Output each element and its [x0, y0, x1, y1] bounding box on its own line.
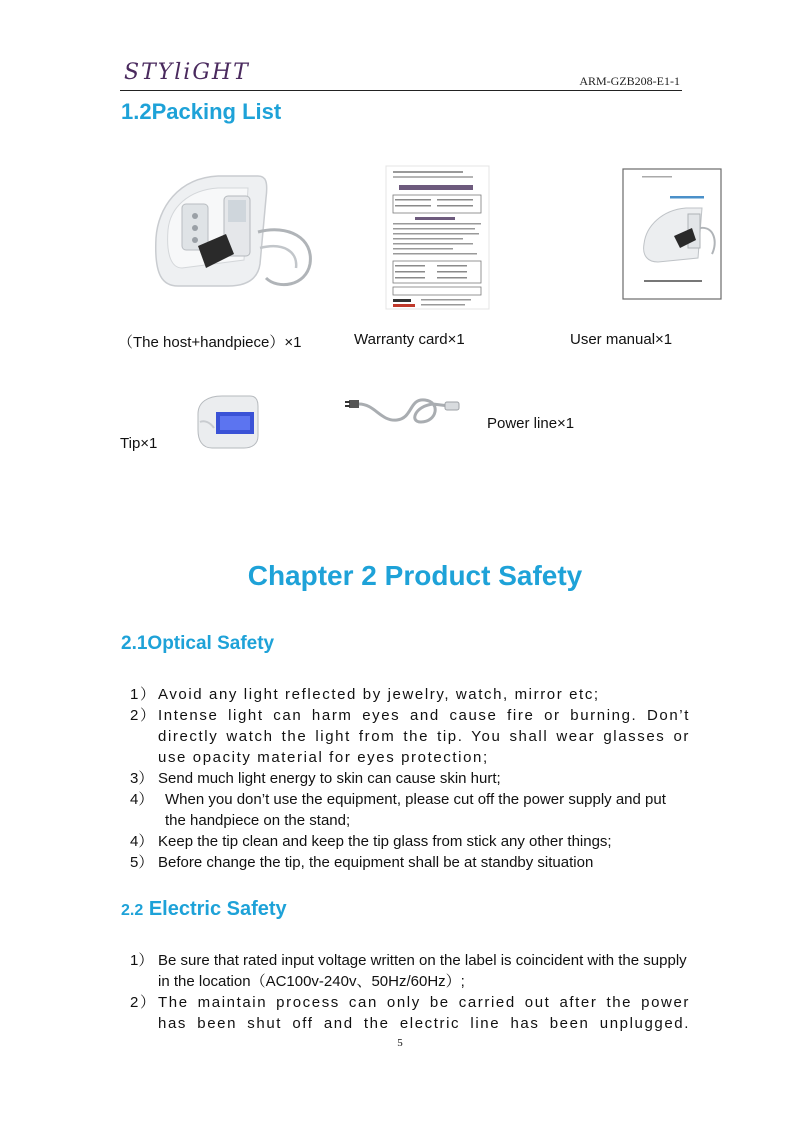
brand-logo: STYliGHT: [124, 60, 250, 85]
list-item-number: 1）: [130, 952, 154, 969]
list-item-text: The maintain process can only be carried out after the power has been shut off and the electric line has been unplugged.: [158, 994, 690, 1032]
list-item: [130, 950, 690, 992]
list-item: [130, 705, 690, 768]
list-item: [130, 831, 690, 852]
list-item: [130, 684, 690, 705]
optical-safety-list: [130, 684, 690, 873]
section-heading-packing-list: 1.2Packing List: [121, 99, 282, 124]
list-item-text: Before change the tip, the equipment shall be at standby situation: [158, 854, 594, 871]
caption-user-manual: User manual×1: [570, 331, 673, 348]
list-item-text: Avoid any light reflected by jewelry, watch, mirror etc;: [158, 686, 600, 703]
list-item-text: Send much light energy to skin can cause skin hurt;: [158, 770, 501, 787]
section-title: Electric Safety: [148, 898, 287, 920]
caption-warranty-card: Warranty card×1: [354, 331, 465, 348]
list-item-number: 4）: [130, 833, 154, 850]
section-number: 2.2: [121, 902, 144, 919]
section-heading-optical-safety: 2.1Optical Safety: [121, 633, 275, 654]
list-item-number: 5）: [130, 854, 154, 871]
user-manual-icon: [622, 168, 722, 300]
list-item-number: 3）: [130, 770, 154, 787]
list-item-number: 1）: [130, 686, 157, 703]
power-line-icon: [345, 392, 460, 432]
section-heading-electric-safety: [121, 898, 287, 921]
list-item-text: Keep the tip clean and keep the tip glass from stick any other things;: [158, 833, 612, 850]
chapter-title: Chapter 2 Product Safety: [247, 560, 583, 591]
list-item-text: When you don’t use the equipment, please cut off the power supply and put the handpiece on the stand;: [165, 791, 666, 829]
list-item-text: Intense light can harm eyes and cause fire or burning. Don’t directly watch the light from the tip. You shall wear glasses or use opacity material for eyes protection;: [158, 707, 690, 766]
caption-tip: Tip×1: [120, 435, 158, 452]
device-host-handpiece-icon: [148, 168, 318, 300]
header-divider: [120, 90, 682, 91]
electric-safety-list: [130, 950, 690, 1034]
page-number: 5: [397, 1037, 403, 1049]
list-item-number: 4）: [130, 791, 154, 808]
caption-power-line: Power line×1: [487, 415, 575, 432]
list-item: [130, 768, 690, 789]
list-item-number: 2）: [130, 994, 157, 1011]
list-item-text: Be sure that rated input voltage written on the label is coincident with the supply in the location（AC100v-240v、50Hz/60Hz）;: [158, 952, 687, 990]
list-item: [130, 992, 690, 1034]
caption-host-handpiece: （The host+handpiece）×1: [118, 334, 302, 351]
list-item: [130, 852, 690, 873]
warranty-card-icon: [385, 165, 490, 310]
document-number: ARM-GZB208-E1-1: [579, 74, 680, 88]
list-item: [130, 789, 690, 831]
tip-icon: [192, 392, 262, 452]
list-item-number: 2）: [130, 707, 157, 724]
